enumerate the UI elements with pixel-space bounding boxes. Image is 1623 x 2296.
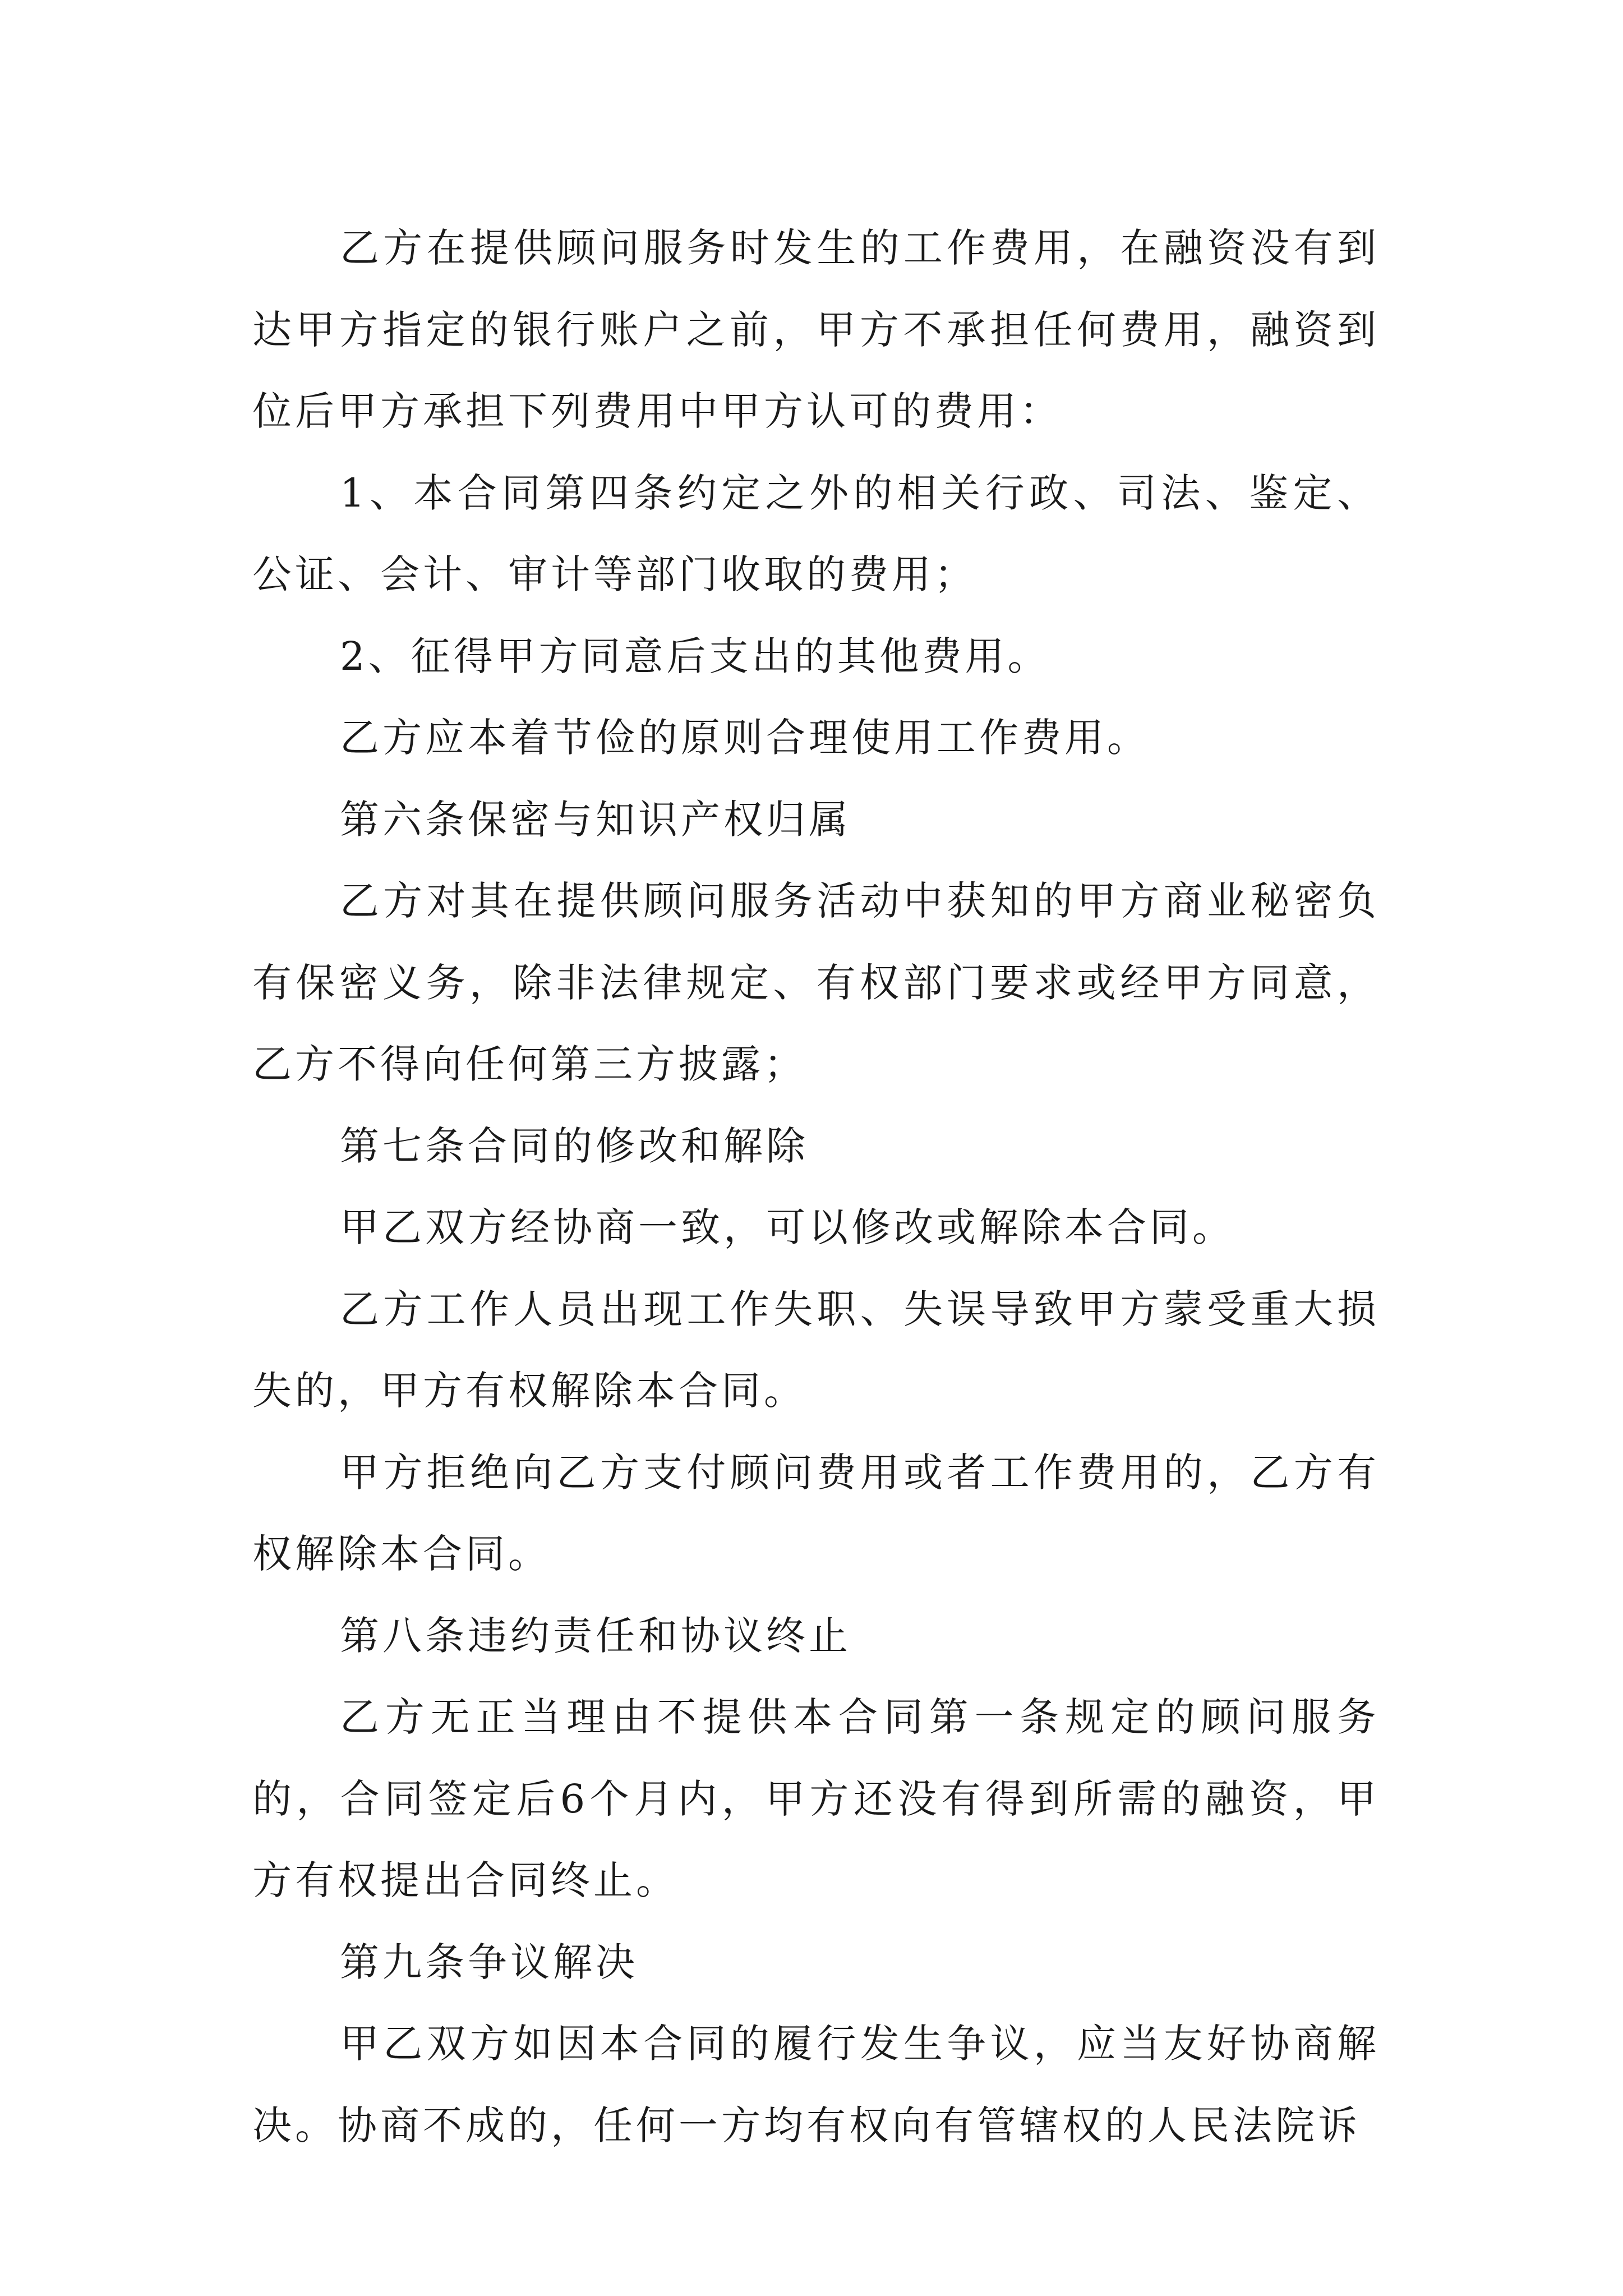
paragraph-dispute-resolution: 甲乙双方如因本合同的履行发生争议，应当友好协商解决。协商不成的，任何一方均有权向有管辖权的人民法院诉 [252, 2021, 1380, 2148]
paragraph-termination-by-party-a: 乙方工作人员出现工作失职、失误导致甲方蒙受重大损失的，甲方有权解除本合同。 [252, 1286, 1380, 1414]
section-heading-article-8: 第八条违约责任和协议终止 [340, 1612, 851, 1659]
document-page [252, 208, 1380, 2166]
section-heading-article-6: 第六条保密与知识产权归属 [340, 796, 851, 843]
paragraph-mutual-amendment: 甲乙双方经协商一致，可以修改或解除本合同。 [340, 1204, 1235, 1250]
list-item-expense-2: 2、征得甲方同意后支出的其他费用。 [340, 633, 1050, 679]
paragraph-confidentiality: 乙方对其在提供顾问服务活动中获知的甲方商业秘密负有保密义务，除非法律规定、有权部门要求或经甲方同意，乙方不得向任何第三方披露； [252, 878, 1380, 1087]
paragraph-frugal-use: 乙方应本着节俭的原则合理使用工作费用。 [340, 715, 1150, 761]
list-item-expense-1: 1、本合同第四条约定之外的相关行政、司法、鉴定、公证、会计、审计等部门收取的费用； [252, 470, 1380, 597]
section-heading-article-7: 第七条合同的修改和解除 [340, 1122, 809, 1169]
paragraph-breach-liability: 乙方无正当理由不提供本合同第一条规定的顾问服务的，合同签定后6个月内，甲方还没有得到所需的融资，甲方有权提出合同终止。 [252, 1694, 1380, 1903]
paragraph-work-expenses: 乙方在提供顾问服务时发生的工作费用，在融资没有到达甲方指定的银行账户之前，甲方不承担任何费用，融资到位后甲方承担下列费用中甲方认可的费用： [252, 225, 1380, 434]
section-heading-article-9: 第九条争议解决 [340, 1939, 638, 1985]
paragraph-termination-by-party-b: 甲方拒绝向乙方支付顾问费用或者工作费用的，乙方有权解除本合同。 [252, 1449, 1380, 1577]
